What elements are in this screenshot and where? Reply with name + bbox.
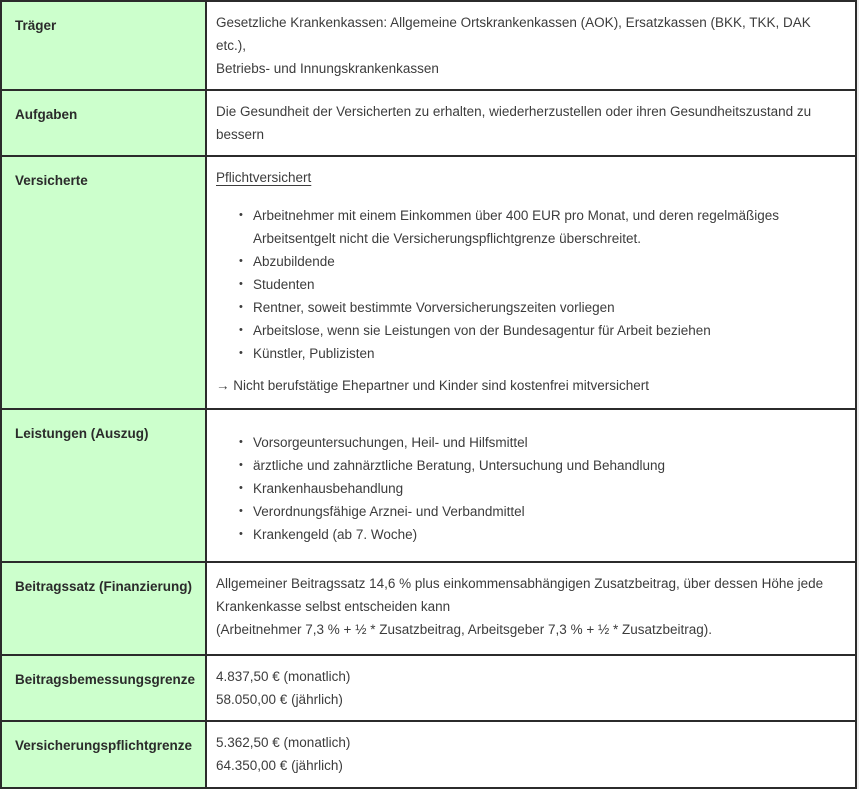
list-item: • Vorsorgeuntersuchungen, Heil- und Hilfsmittel: [253, 431, 818, 454]
beitragssatz-line-1: Allgemeiner Beitragssatz 14,6 % plus einkommensabhängigen Zusatzbeitrag, über dessen Höhe jede: [216, 576, 824, 591]
list-item-line: • Arbeitnehmer mit einem Einkommen über 400 EUR pro Monat, und deren regelmäßiges: [253, 208, 780, 223]
bemessungsgrenze-yearly-value: 58.050,00 € (jährlich): [216, 692, 343, 707]
list-item: • ärztliche und zahnärztliche Beratung, Untersuchung und Behandlung: [253, 454, 818, 477]
table-row-traeger: [1, 1, 856, 90]
row-content-traeger: [206, 1, 856, 90]
table-row-pflichtgrenze: [1, 721, 856, 788]
row-content-bemessungsgrenze: [206, 655, 856, 721]
table-row-bemessungsgrenze: [1, 655, 856, 721]
list-item: • Arbeitslose, wenn sie Leistungen von der Bundesagentur für Arbeit beziehen: [253, 319, 818, 342]
row-content-aufgaben: [206, 90, 856, 156]
row-content-beitragssatz: [206, 562, 856, 655]
list-item: • Krankengeld (ab 7. Woche): [253, 523, 818, 546]
row-header-pflichtgrenze: Versicherungspflichtgrenze: [1, 721, 206, 788]
list-item-line: Arbeitsentgelt nicht die Versicherungspflichtgrenze überschreitet.: [253, 231, 641, 246]
table-row-aufgaben: [1, 90, 856, 156]
beitragssatz-line-3: (Arbeitnehmer 7,3 % + ½ * Zusatzbeitrag, Arbeitsgeber 7,3 % + ½ * Zusatzbeitrag).: [216, 622, 713, 637]
row-header-bemessungsgrenze: Beitragsbemessungsgrenze: [1, 655, 206, 721]
table-row-leistungen: [1, 409, 856, 562]
list-item: • Krankenhausbehandlung: [253, 477, 818, 500]
family-insurance-note: → Nicht berufstätige Ehepartner und Kinder sind kostenfrei mitversichert: [216, 378, 649, 393]
aufgaben-text: Die Gesundheit der Versicherten zu erhalten, wiederherzustellen oder ihren Gesundheitszustand zu bessern: [216, 104, 812, 142]
row-header-leistungen: Leistungen (Auszug): [1, 409, 206, 562]
pflichtversichert-heading: Pflichtversichert: [216, 170, 312, 185]
list-item: • Künstler, Publizisten: [253, 342, 818, 365]
table-row-versicherte: [1, 156, 856, 409]
list-item: • Rentner, soweit bestimmte Vorversicherungszeiten vorliegen: [253, 296, 818, 319]
traeger-line-2: Betriebs- und Innungskrankenkassen: [216, 61, 439, 76]
row-content-versicherte: [206, 156, 856, 409]
list-item: • Verordnungsfähige Arznei- und Verbandmittel: [253, 500, 818, 523]
leistungen-bullet-list: [216, 431, 841, 546]
list-item: • Studenten: [253, 273, 818, 296]
list-item: [253, 204, 818, 250]
row-header-versicherte: Versicherte: [1, 156, 206, 409]
traeger-line-1: Gesetzliche Krankenkassen: Allgemeine Ortskrankenkassen (AOK), Ersatzkassen (BKK, TKK, DAK etc.),: [216, 15, 811, 53]
pflichtgrenze-yearly-value: 64.350,00 € (jährlich): [216, 758, 343, 773]
row-content-leistungen: [206, 409, 856, 562]
list-item: • Abzubildende: [253, 250, 818, 273]
row-header-beitragssatz: Beitragssatz (Finanzierung): [1, 562, 206, 655]
versicherte-bullet-list: [216, 204, 841, 365]
beitragssatz-line-2: Krankenkasse selbst entscheiden kann: [216, 599, 451, 614]
bemessungsgrenze-monthly-value: 4.837,50 € (monatlich): [216, 669, 351, 684]
pflichtgrenze-monthly-value: 5.362,50 € (monatlich): [216, 735, 351, 750]
row-header-traeger: Träger: [1, 1, 206, 90]
row-header-aufgaben: Aufgaben: [1, 90, 206, 156]
table-row-beitragssatz: [1, 562, 856, 655]
row-content-pflichtgrenze: [206, 721, 856, 788]
